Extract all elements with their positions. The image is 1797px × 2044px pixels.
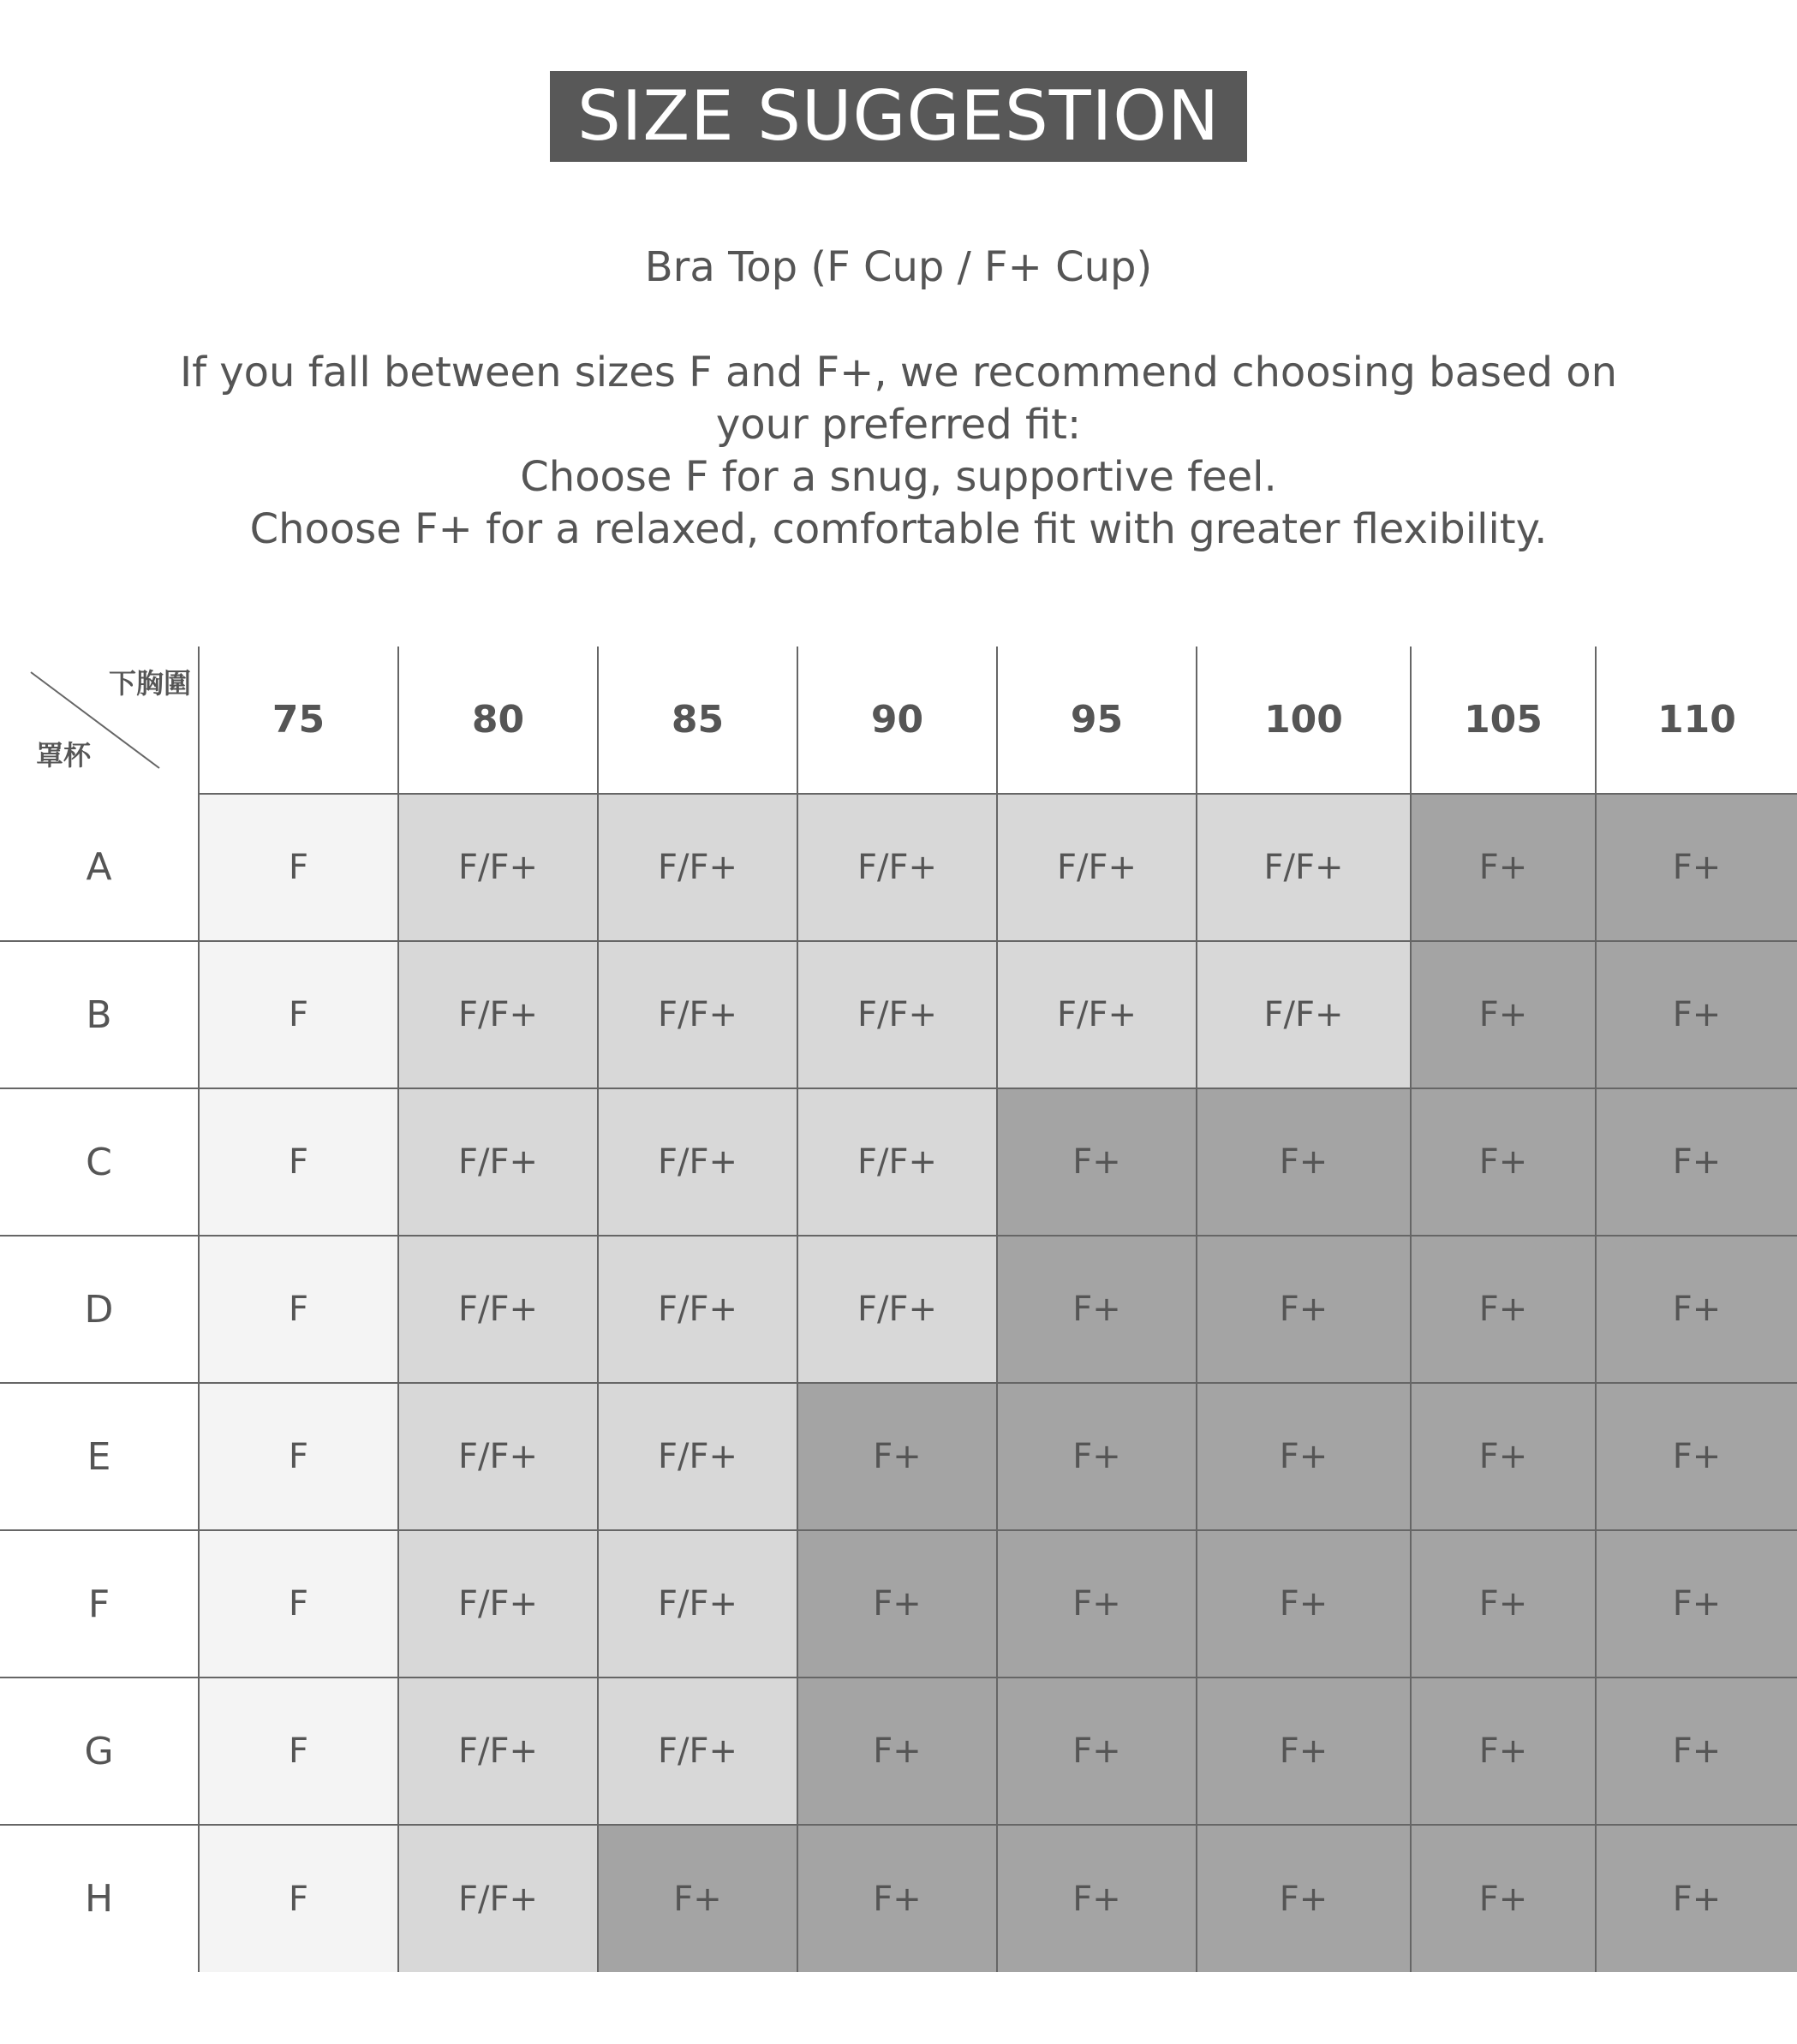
size-cell: F+ [997,1236,1197,1383]
band-header: 80 [398,647,598,794]
cup-header: C [0,1088,199,1236]
table-row [0,1236,1797,1383]
size-cell: F/F+ [398,1236,598,1383]
size-cell: F+ [1596,794,1797,941]
size-cell: F+ [1197,1530,1411,1678]
size-cell: F/F+ [598,1236,797,1383]
size-cell: F+ [997,1825,1197,1972]
size-cell: F+ [1411,794,1596,941]
size-cell: F/F+ [797,1236,997,1383]
band-header: 90 [797,647,997,794]
table-row [0,794,1797,941]
size-cell: F/F+ [598,1678,797,1825]
band-header: 85 [598,647,797,794]
size-cell: F+ [1197,1236,1411,1383]
size-cell: F [199,1236,398,1383]
size-cell: F+ [1596,1825,1797,1972]
corner-cell [0,647,199,794]
size-cell: F/F+ [398,1088,598,1236]
cup-header: G [0,1678,199,1825]
band-header: 100 [1197,647,1411,794]
size-cell: F+ [1411,1383,1596,1530]
size-cell: F [199,941,398,1088]
size-cell: F+ [1596,1678,1797,1825]
size-cell: F+ [1197,1825,1411,1972]
size-cell: F/F+ [398,1383,598,1530]
size-cell: F+ [997,1383,1197,1530]
size-cell: F/F+ [997,941,1197,1088]
size-cell: F+ [997,1530,1197,1678]
size-cell: F+ [1596,941,1797,1088]
size-cell: F/F+ [398,1678,598,1825]
header-row [0,647,1797,794]
size-cell: F+ [997,1088,1197,1236]
size-cell: F/F+ [598,1383,797,1530]
size-cell: F [199,1825,398,1972]
size-cell: F [199,1530,398,1678]
size-cell: F/F+ [398,1825,598,1972]
size-table [0,647,1797,1972]
band-header: 110 [1596,647,1797,794]
size-cell: F+ [1197,1678,1411,1825]
size-cell: F [199,1678,398,1825]
size-cell: F+ [1411,1678,1596,1825]
size-cell: F+ [1596,1530,1797,1678]
title-wrapper [0,71,1797,162]
fit-note-line: Choose F for a snug, supportive feel. [520,453,1277,501]
cup-header: A [0,794,199,941]
table-row [0,1088,1797,1236]
cup-header: F [0,1530,199,1678]
table-row [0,1678,1797,1825]
size-cell: F/F+ [797,941,997,1088]
size-cell: F+ [1596,1236,1797,1383]
cup-header: E [0,1383,199,1530]
page-title: SIZE SUGGESTION [550,71,1247,162]
size-cell: F/F+ [598,941,797,1088]
size-cell: F/F+ [398,794,598,941]
size-cell: F [199,1088,398,1236]
size-cell: F+ [797,1825,997,1972]
size-cell: F [199,794,398,941]
size-cell: F+ [797,1530,997,1678]
size-cell: F [199,1383,398,1530]
size-cell: F+ [797,1678,997,1825]
size-table-body [0,794,1797,1972]
size-cell: F+ [997,1678,1197,1825]
size-cell: F+ [1596,1383,1797,1530]
size-cell: F+ [1411,941,1596,1088]
size-cell: F/F+ [598,1088,797,1236]
fit-note-line: Choose F+ for a relaxed, comfortable fit with greater flexibility. [249,505,1548,553]
product-subtitle: Bra Top (F Cup / F+ Cup) [644,243,1153,291]
size-cell: F+ [1197,1383,1411,1530]
cup-axis-label: 罩杯 [36,739,92,772]
fit-note-line: If you fall between sizes F and F+, we recommend choosing based on [179,349,1618,396]
size-cell: F+ [1411,1236,1596,1383]
cup-header: B [0,941,199,1088]
fit-note [0,347,1797,556]
size-cell: F+ [1411,1088,1596,1236]
cup-header: D [0,1236,199,1383]
table-row [0,1383,1797,1530]
fit-note-line: your preferred fit: [715,401,1082,449]
size-cell: F/F+ [398,1530,598,1678]
size-cell: F/F+ [598,794,797,941]
size-cell: F+ [1197,1088,1411,1236]
cup-header: H [0,1825,199,1972]
size-cell: F/F+ [797,794,997,941]
table-row [0,941,1797,1088]
size-cell: F/F+ [1197,794,1411,941]
band-header: 75 [199,647,398,794]
size-cell: F/F+ [1197,941,1411,1088]
band-axis-label: 下胸圍 [108,667,191,700]
table-row [0,1825,1797,1972]
size-cell: F+ [598,1825,797,1972]
size-cell: F+ [1411,1530,1596,1678]
size-cell: F/F+ [997,794,1197,941]
size-cell: F+ [1411,1825,1596,1972]
size-cell: F/F+ [797,1088,997,1236]
band-header: 105 [1411,647,1596,794]
size-cell: F/F+ [398,941,598,1088]
band-header: 95 [997,647,1197,794]
size-cell: F/F+ [598,1530,797,1678]
table-row [0,1530,1797,1678]
size-cell: F+ [1596,1088,1797,1236]
size-cell: F+ [797,1383,997,1530]
